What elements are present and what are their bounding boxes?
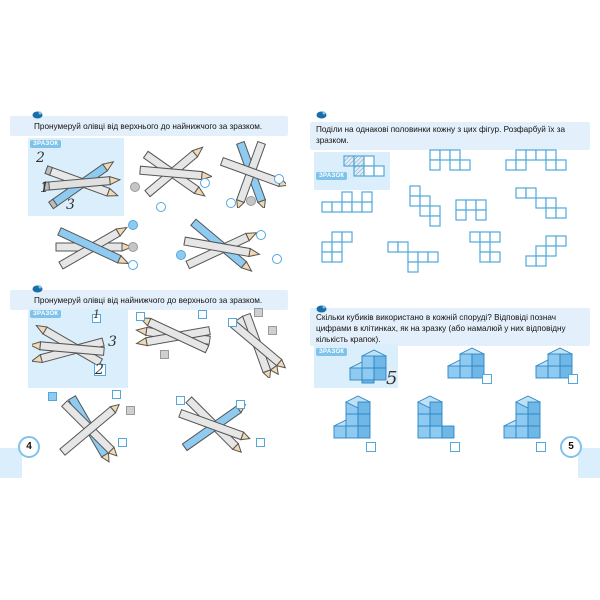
answer-box[interactable] (568, 374, 578, 384)
answer-square[interactable] (136, 312, 145, 321)
answer-circle[interactable] (200, 178, 210, 188)
answer-circle[interactable] (128, 242, 138, 252)
answer-box[interactable] (536, 442, 546, 452)
pencil-group-1 (132, 138, 212, 208)
task3-text: Поділи на однакові половинки кожну з цих фігур. Розфарбуй їх за зразком. (316, 125, 566, 145)
answer-square[interactable] (48, 392, 57, 401)
sample-tag: ЗРАЗОК (316, 348, 347, 356)
answer-square[interactable] (236, 400, 245, 409)
answer-box[interactable] (366, 442, 376, 452)
pencil-group-sample1 (38, 148, 128, 218)
pencil-group-7 (48, 390, 132, 468)
left-page (10, 100, 288, 478)
answer-box[interactable] (482, 374, 492, 384)
task1-text: Пронумеруй олівці від верхнього до найнижчого за зразком. (34, 122, 263, 131)
sample1-num-a: 2 (36, 150, 45, 166)
pencil-group-3 (48, 212, 138, 282)
right-corner-tab (578, 448, 600, 478)
answer-square[interactable] (256, 438, 265, 447)
task4-text: Скільки кубиків використано в кожній споруді? Відповіді познач цифрами в клітинках, як на зразку (або намалюй у них відповідну кількість крапок). (316, 313, 566, 344)
figures-grid (310, 140, 590, 280)
answer-square[interactable] (118, 438, 127, 447)
answer-circle[interactable] (128, 220, 138, 230)
answer-square[interactable] (268, 326, 277, 335)
answer-square[interactable] (160, 350, 169, 359)
sample2-num-c: 2 (95, 362, 104, 378)
answer-circle[interactable] (176, 250, 186, 260)
right-page (310, 100, 590, 478)
answer-circle[interactable] (128, 260, 138, 270)
answer-circle[interactable] (156, 202, 166, 212)
answer-circle[interactable] (246, 196, 256, 206)
answer-square[interactable] (254, 308, 263, 317)
sample1-num-b: 1 (40, 180, 49, 196)
task-bullet-icon (32, 110, 43, 119)
pencil-group-4 (174, 212, 274, 284)
answer-square[interactable] (176, 396, 185, 405)
answer-square[interactable] (126, 406, 135, 415)
answer-box[interactable] (450, 442, 460, 452)
sample-tag: ЗРАЗОК (316, 172, 347, 180)
task-bullet-icon (316, 110, 327, 119)
sample-tag: ЗРАЗОК (30, 310, 61, 318)
pencil-group-5 (134, 308, 224, 364)
answer-circle[interactable] (274, 174, 284, 184)
sample4-answer: 5 (386, 368, 398, 389)
sample2-num-a: 1 (93, 308, 100, 321)
sample-tag: ЗРАЗОК (30, 140, 61, 148)
sample1-num-c: 3 (66, 197, 75, 213)
answer-circle[interactable] (272, 254, 282, 264)
answer-square[interactable] (198, 310, 207, 319)
answer-circle[interactable] (130, 182, 140, 192)
answer-circle[interactable] (256, 230, 266, 240)
task-bullet-icon (32, 284, 43, 293)
page-number-left: 4 (18, 436, 40, 458)
task2-text: Пронумеруй олівці від найнижчого до верхнього за зразком. (34, 296, 263, 305)
page-number-right: 5 (560, 436, 582, 458)
answer-square[interactable] (112, 390, 121, 399)
sample2-num-b: 3 (108, 334, 117, 350)
answer-square[interactable] (228, 318, 237, 327)
answer-circle[interactable] (226, 198, 236, 208)
